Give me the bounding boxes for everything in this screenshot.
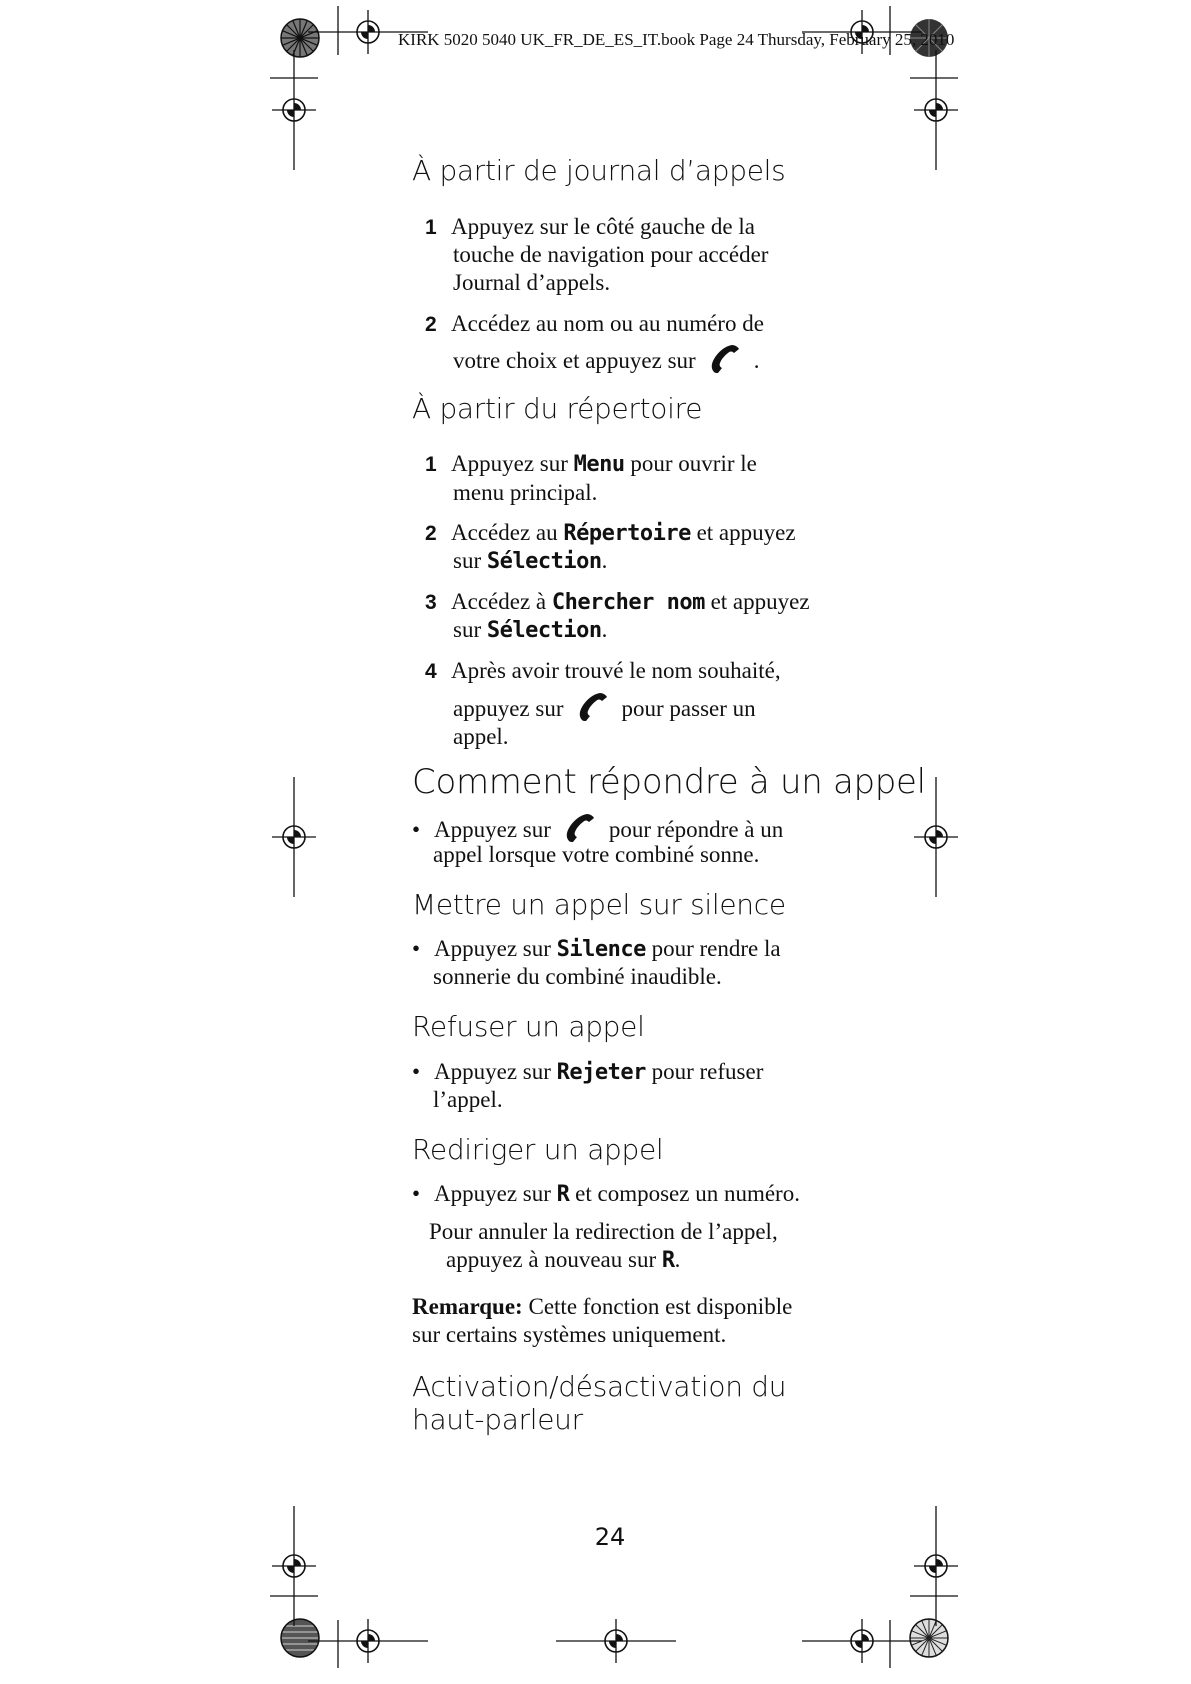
section-title-repertoire: À partir du répertoire	[412, 392, 703, 425]
reject-bullet-line2: l’appel.	[433, 1087, 503, 1112]
print-header: KIRK 5020 5040 UK_FR_DE_ES_IT.book Page 24 Thursday, February 25, 2010	[398, 30, 955, 49]
step-number: 2	[425, 522, 437, 545]
section-title-journal: À partir de journal d’appels	[412, 154, 786, 187]
section-title-speaker: Activation/désactivation du	[412, 1370, 787, 1403]
step-journal-2: 2 Accédez au nom ou au numéro de	[425, 310, 764, 339]
silence-bullet-line2: sonnerie du combiné inaudible.	[433, 964, 722, 989]
redirect-note-line2: sur certains systèmes uniquement.	[412, 1322, 727, 1347]
step-number: 1	[425, 216, 437, 239]
answer-bullet: • Appuyez sur pour répondre à un	[412, 811, 783, 845]
step-repertoire-2: 2 Accédez au Répertoire et appuyez	[425, 520, 796, 546]
softkey-label: Menu	[573, 452, 625, 477]
step-repertoire-4-line2: appuyez sur pour passer un	[453, 690, 756, 724]
silence-bullet: • Appuyez sur Silence pour rendre la	[412, 936, 781, 962]
note-label: Remarque:	[412, 1294, 523, 1319]
softkey-label: Rejeter	[556, 1060, 646, 1085]
step-repertoire-4-line3: appel.	[453, 724, 509, 749]
step-repertoire-1-line2: menu principal.	[453, 480, 598, 505]
step-journal-1: 1 Appuyez sur le côté gauche de la	[425, 213, 755, 242]
step-journal-2-line2: votre choix et appuyez sur .	[453, 342, 759, 376]
section-title-reject: Refuser un appel	[412, 1010, 645, 1043]
redirect-note: Remarque: Cette fonction est disponible	[412, 1294, 793, 1319]
page-number: 24	[594, 1523, 626, 1551]
step-journal-1-line3: Journal d’appels.	[453, 270, 611, 295]
section-title-answer: Comment répondre à un appel	[412, 762, 926, 802]
menu-label: Chercher nom	[551, 590, 705, 615]
step-repertoire-2-line2: sur Sélection.	[453, 548, 608, 574]
step-repertoire-1: 1 Appuyez sur Menu pour ouvrir le	[425, 451, 757, 477]
softkey-label: Sélection	[486, 549, 602, 574]
section-title-silence: Mettre un appel sur silence	[412, 888, 786, 921]
redirect-cancel-line2: appuyez à nouveau sur R.	[446, 1247, 681, 1273]
step-journal-1-line2: touche de navigation pour accéder	[453, 242, 769, 267]
softkey-label: R	[661, 1248, 675, 1273]
section-title-redirect: Rediriger un appel	[412, 1133, 664, 1166]
step-repertoire-4: 4 Après avoir trouvé le nom souhaité,	[425, 657, 781, 686]
step-number: 2	[425, 313, 437, 336]
answer-bullet-line2: appel lorsque votre combiné sonne.	[433, 842, 760, 867]
phone-handset-icon	[576, 690, 610, 724]
redirect-bullet: • Appuyez sur R et composez un numéro.	[412, 1181, 800, 1207]
step-repertoire-3: 3 Accédez à Chercher nom et appuyez	[425, 589, 810, 615]
phone-handset-icon	[708, 342, 742, 376]
step-number: 3	[425, 591, 437, 614]
phone-handset-icon	[563, 811, 597, 845]
menu-label: Répertoire	[563, 521, 691, 546]
step-number: 4	[425, 660, 437, 683]
softkey-label: R	[556, 1182, 570, 1207]
redirect-cancel-line1: Pour annuler la redirection de l’appel,	[429, 1219, 778, 1244]
step-number: 1	[425, 453, 437, 476]
softkey-label: Silence	[556, 937, 646, 962]
section-title-speaker-line2: haut-parleur	[412, 1403, 583, 1436]
reject-bullet: • Appuyez sur Rejeter pour refuser	[412, 1059, 764, 1085]
step-repertoire-3-line2: sur Sélection.	[453, 617, 608, 643]
softkey-label: Sélection	[486, 618, 602, 643]
